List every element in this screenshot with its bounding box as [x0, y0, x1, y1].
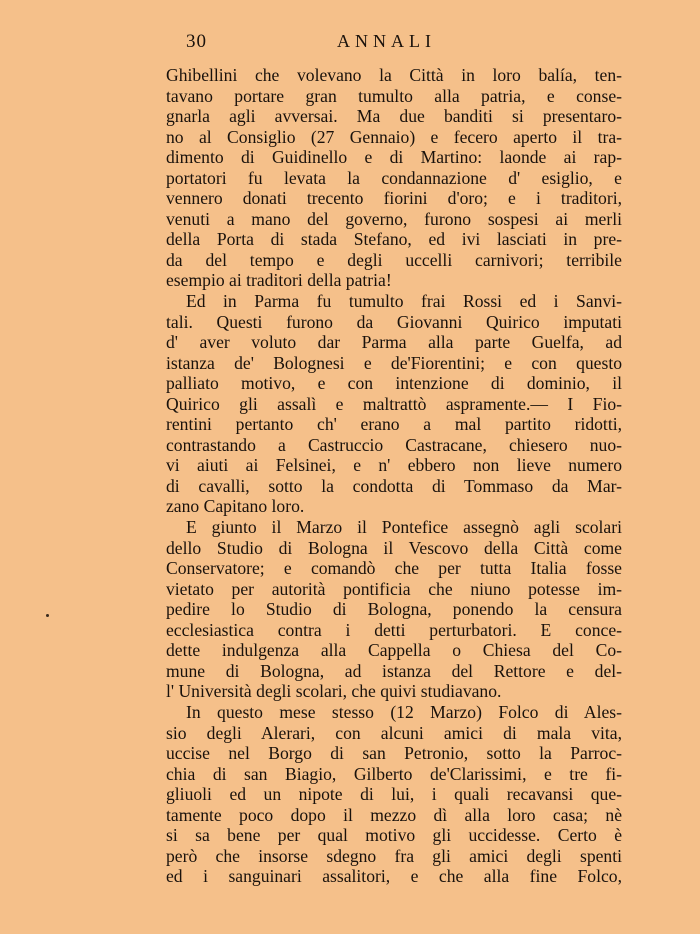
text-line: ed i sanguinari assalitori, e che alla fine Folco, — [166, 866, 622, 887]
body-text — [166, 65, 622, 887]
text-line: dello Studio di Bologna il Vescovo della Città come — [166, 537, 622, 558]
text-line: Quirico gli assalì e maltrattò aspramente.— I Fio- — [166, 393, 622, 414]
text-line: istanza de' Bolognesi e de'Fiorentini; e con questo — [166, 352, 622, 373]
text-line: In questo mese stesso (12 Marzo) Folco di Ales- — [186, 701, 622, 722]
text-line: della Porta di stada Stefano, ed ivi lasciati in pre- — [166, 229, 622, 250]
text-line: esempio ai traditori della patria! — [166, 270, 392, 291]
text-line: chia di san Biagio, Gilberto de'Clarissimi, e tre fi- — [166, 763, 622, 784]
text-line: E giunto il Marzo il Pontefice assegnò agli scolari — [186, 517, 622, 538]
text-line: dimento di Guidinello e di Martino: laonde ai rap- — [166, 147, 622, 168]
text-line: tavano portare gran tumulto alla patria, e conse- — [166, 85, 622, 106]
page-number: 30 — [186, 31, 207, 52]
text-line: si sa bene per qual motivo gli uccidesse. Certo è — [166, 825, 622, 846]
text-line: gliuoli ed un nipote di lui, i quali recavansi que- — [166, 784, 622, 805]
text-line: vietato per autorità pontificia che niuno potesse im- — [166, 578, 622, 599]
text-line: portatori fu levata la condannazione d' esiglio, e — [166, 167, 622, 188]
text-line: Ed in Parma fu tumulto frai Rossi ed i Sanvi- — [186, 291, 622, 312]
text-line: tamente poco dopo il mezzo dì alla loro casa; nè — [166, 804, 622, 825]
text-line: Ghibellini che volevano la Città in loro balía, ten- — [166, 65, 622, 85]
text-line: palliato motivo, e con intenzione di dominio, il — [166, 373, 622, 394]
text-line: pedire lo Studio di Bologna, ponendo la censura — [166, 599, 622, 620]
text-line: vi aiuti ai Felsinei, e n' ebbero non lieve numero — [166, 455, 622, 476]
running-title: ANNALI — [337, 31, 436, 51]
text-line: contrastando a Castruccio Castracane, chiesero nuo- — [166, 434, 622, 455]
text-line: gnarla agli avversai. Ma due banditi si presentaro- — [166, 106, 622, 127]
text-line: vennero donati trecento fiorini d'oro; e i traditori, — [166, 188, 622, 209]
text-line: Conservatore; e comandò che per tutta Italia fosse — [166, 558, 622, 579]
running-head — [0, 31, 700, 55]
text-line: no al Consiglio (27 Gennaio) e fecero aperto il tra- — [166, 126, 622, 147]
text-line: da del tempo e degli uccelli carnivori; terribile — [166, 249, 622, 270]
text-line: tali. Questi furono da Giovanni Quirico imputati — [166, 311, 622, 332]
text-line: di cavalli, sotto la condotta di Tommaso da Mar- — [166, 475, 622, 496]
text-line: uccise nel Borgo di san Petronio, sotto la Parroc- — [166, 743, 622, 764]
text-line: d' aver voluto dar Parma alla parte Guelfa, ad — [166, 332, 622, 353]
text-line: venuti a mano del governo, furono sospesi ai merli — [166, 208, 622, 229]
text-line: zano Capitano loro. — [166, 496, 305, 517]
text-line: rentini pertanto ch' erano a mal partito ridotti, — [166, 414, 622, 435]
text-line: ecclesiastica contra i detti perturbatori. E conce- — [166, 619, 622, 640]
text-line: sio degli Alerari, con alcuni amici di mala vita, — [166, 722, 622, 743]
text-line: l' Università degli scolari, che quivi studiavano. — [166, 681, 502, 702]
text-line: mune di Bologna, ad istanza del Rettore e del- — [166, 660, 622, 681]
text-line: dette indulgenza alla Cappella o Chiesa del Co- — [166, 640, 622, 661]
ink-speck — [46, 614, 49, 617]
text-line: però che insorse sdegno fra gli amici degli spenti — [166, 845, 622, 866]
